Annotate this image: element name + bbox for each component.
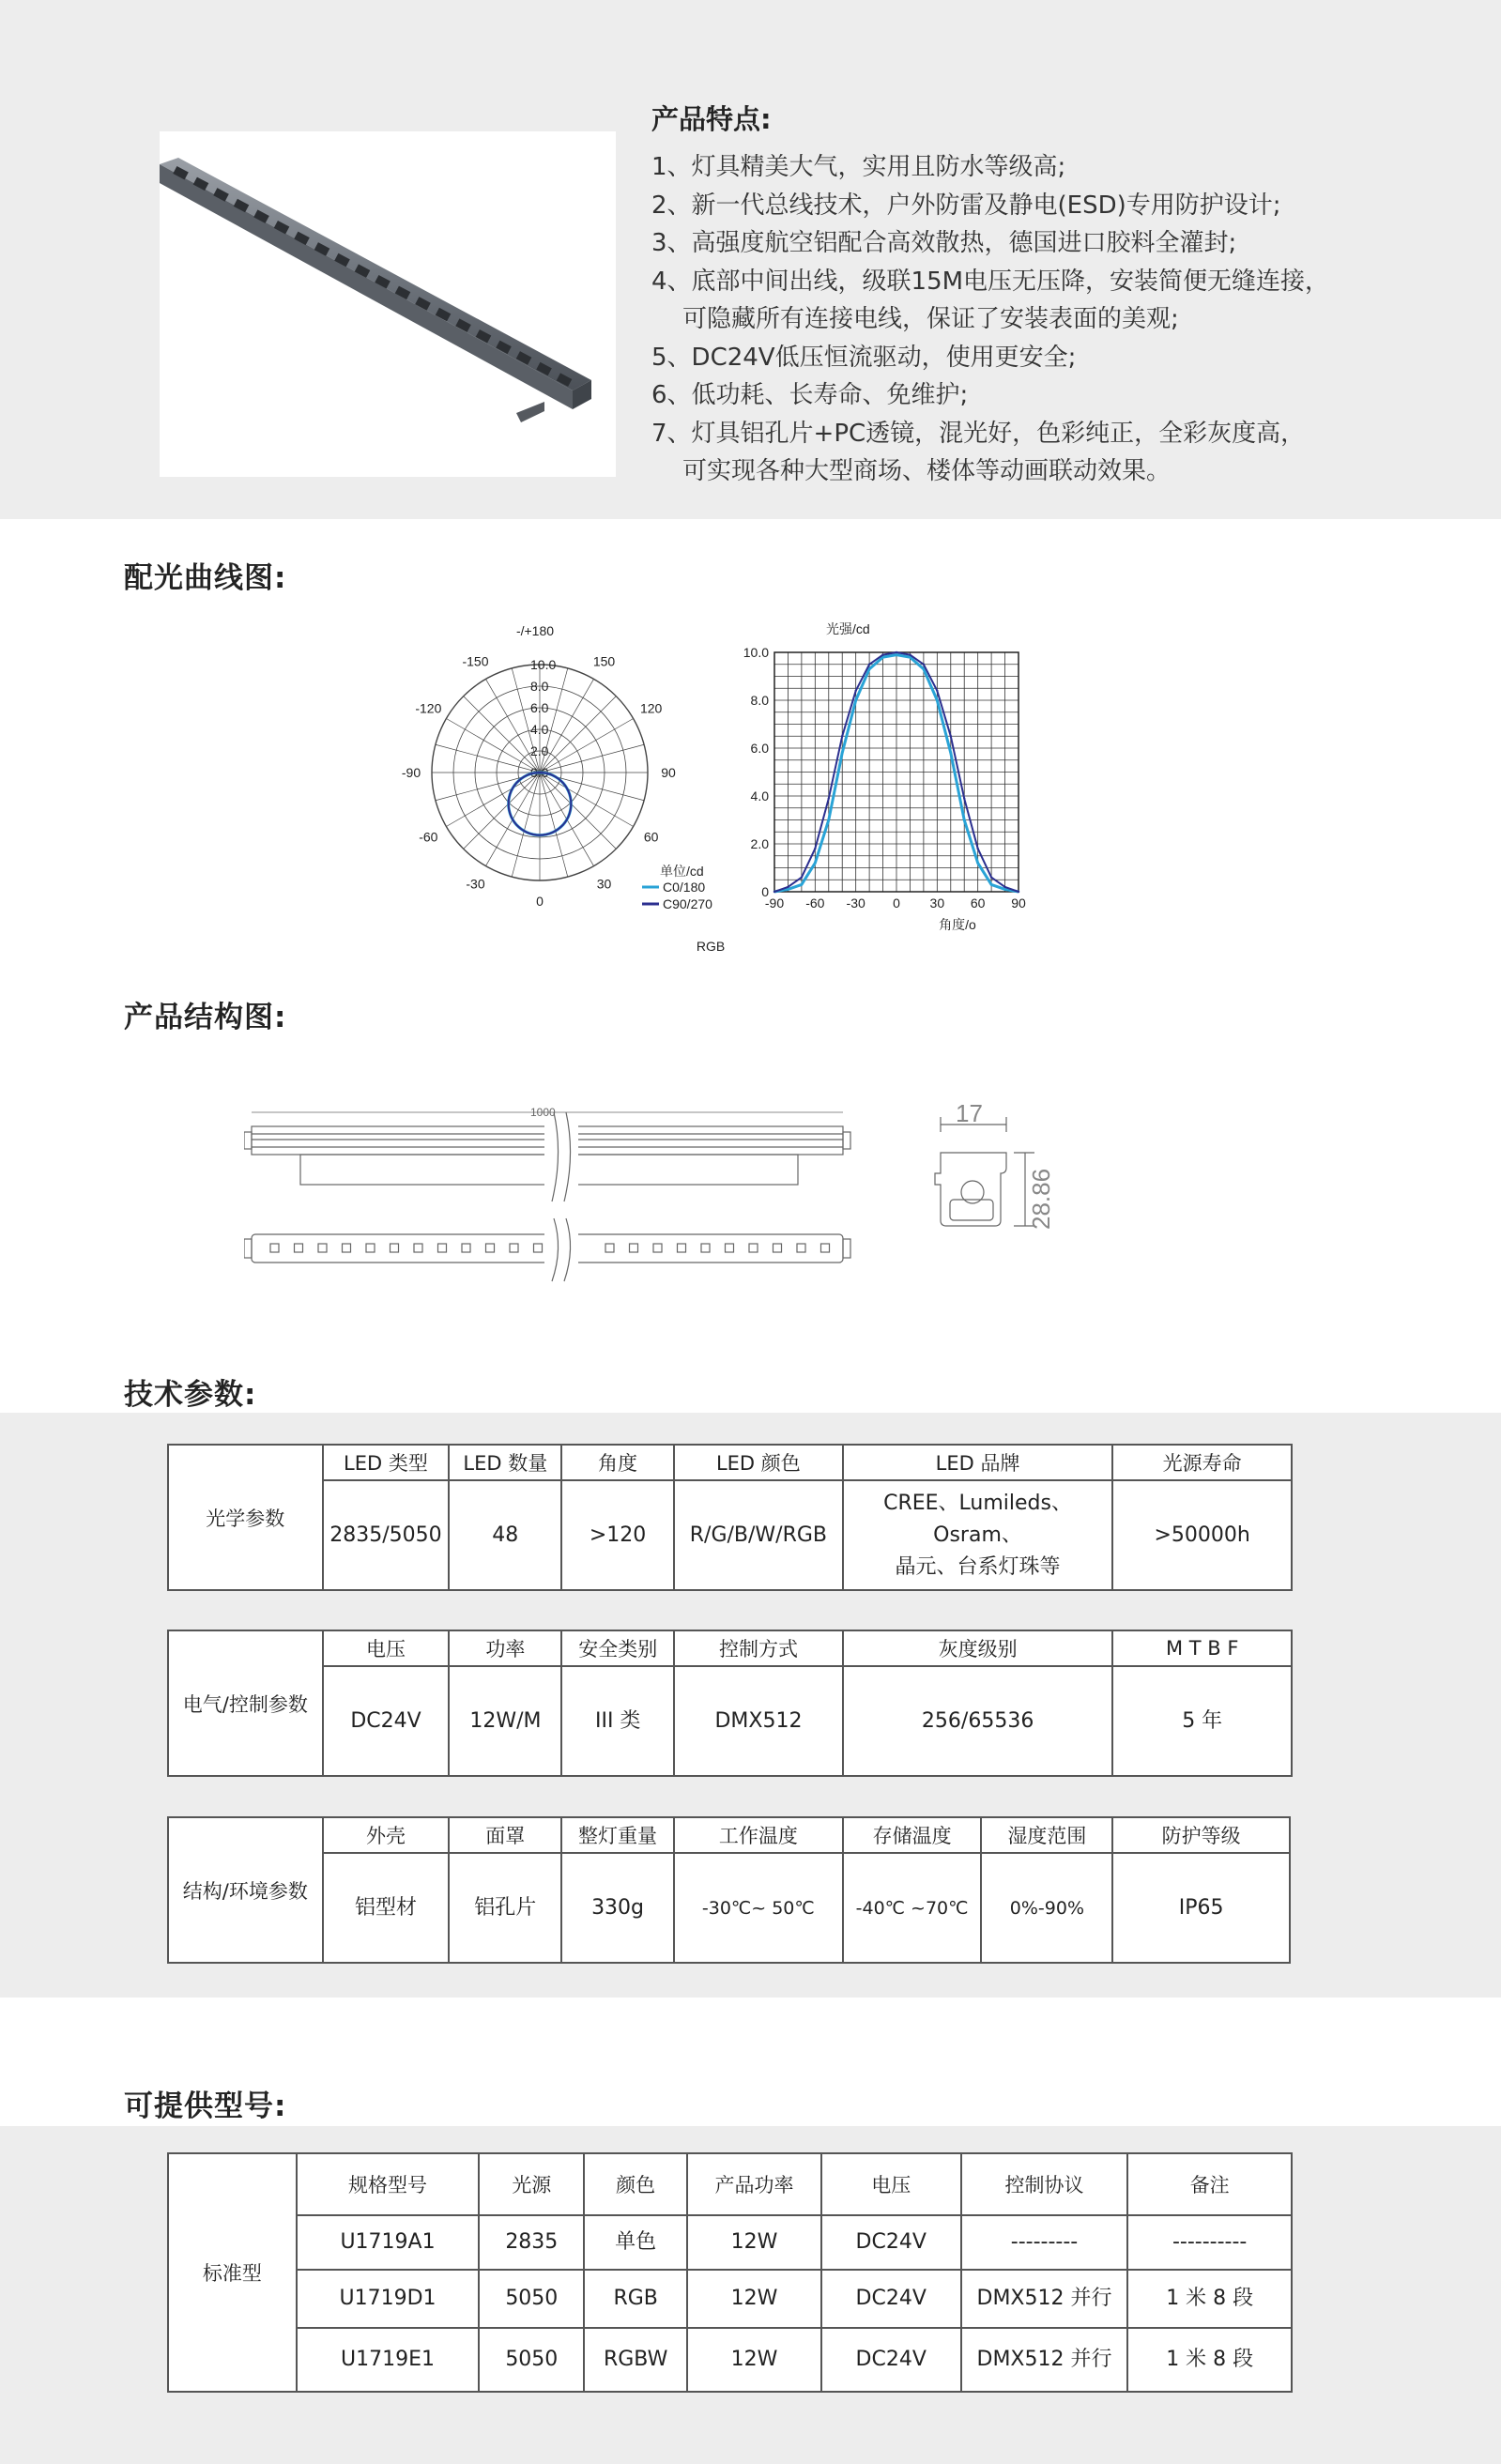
polar-ring-label: 2.0: [530, 743, 549, 758]
table-header: 安全类别: [561, 1630, 674, 1666]
polar-angle-label: 60: [643, 829, 659, 845]
table-header: LED 类型: [323, 1445, 450, 1480]
polar-spoke: [446, 719, 540, 773]
series-point: [787, 888, 789, 890]
table-row: [168, 2270, 1292, 2328]
table-cell: RGB: [584, 2270, 687, 2328]
table-cell: RGBW: [584, 2328, 687, 2392]
table-cell: 12W: [687, 2215, 821, 2270]
y-tick-label: 8.0: [750, 693, 769, 708]
polar-ring-label: 10.0: [530, 657, 557, 672]
series-point: [936, 690, 938, 692]
optical-category: 光学参数: [168, 1445, 323, 1590]
led-square: [821, 1244, 830, 1252]
table-cell: >120: [561, 1480, 674, 1590]
table-cell: U1719A1: [297, 2215, 480, 2270]
feature-item: 可实现各种大型商场、楼体等动画联动效果。: [651, 457, 1172, 485]
table-cell: DC24V: [323, 1666, 450, 1776]
polar-angle-label: -90: [401, 765, 421, 780]
brand-line-2: 晶元、台系灯珠等: [895, 1554, 1061, 1579]
series-point: [936, 699, 938, 701]
polar-angle-label: -150: [462, 653, 489, 669]
polar-spoke: [446, 773, 540, 827]
table-header: 工作温度: [674, 1817, 843, 1853]
table-cell: U1719E1: [297, 2328, 480, 2392]
table-header: 产品功率: [687, 2153, 821, 2215]
models-category: 标准型: [168, 2153, 297, 2392]
polar-ring-label: 8.0: [530, 679, 549, 694]
table-header: 电压: [323, 1630, 450, 1666]
series-point: [881, 653, 883, 655]
series-point: [923, 668, 925, 670]
intensity-chart: [732, 615, 1070, 957]
y-tick-label: 10.0: [743, 645, 769, 660]
length-dimension: 1000: [530, 1106, 556, 1119]
series-point: [976, 862, 978, 864]
series-point: [773, 891, 775, 893]
feature-item: 6、低功耗、长寿命、免维护;: [651, 381, 969, 409]
x-tick-label: 30: [929, 895, 945, 911]
led-square: [726, 1244, 734, 1252]
polar-ring-label: 6.0: [530, 700, 549, 715]
table-cell: 12W: [687, 2328, 821, 2392]
led-square: [678, 1244, 686, 1252]
side-view: [244, 1106, 850, 1201]
polar-caption: RGB: [696, 939, 726, 954]
table-cell: 5 年: [1112, 1666, 1292, 1776]
series-point: [841, 735, 843, 737]
table-cell: 256/65536: [843, 1666, 1113, 1776]
table-cell: -40℃ ~70℃: [843, 1853, 982, 1963]
table-header: M T B F: [1112, 1630, 1292, 1666]
series-point: [963, 819, 965, 820]
structure-drawing: [244, 1098, 1070, 1290]
table-cell: -30℃~ 50℃: [674, 1853, 843, 1963]
table-header: 光源寿命: [1112, 1445, 1292, 1480]
led-square: [366, 1244, 375, 1252]
led-square: [270, 1244, 279, 1252]
series-point: [990, 877, 992, 879]
table-header: 面罩: [449, 1817, 561, 1853]
table-cell: 5050: [479, 2270, 584, 2328]
x-tick-label: -60: [805, 895, 825, 911]
table-cell: ----------: [1127, 2215, 1292, 2270]
led-square: [343, 1244, 351, 1252]
polar-angle-label: -30: [466, 876, 485, 892]
led-square: [295, 1244, 303, 1252]
series-point: [1003, 886, 1005, 888]
table-header: 光源: [479, 2153, 584, 2215]
table-header: 规格型号: [297, 2153, 480, 2215]
table-cell: R/G/B/W/RGB: [674, 1480, 843, 1590]
polar-spoke: [540, 744, 644, 773]
table-header: 角度: [561, 1445, 674, 1480]
feature-item: 2、新一代总线技术，户外防雷及静电(ESD)专用防护设计;: [651, 191, 1281, 220]
feature-item: 3、高强度航空铝配合高效散热，德国进口胶料全灌封;: [651, 229, 1237, 257]
table-header: LED 数量: [449, 1445, 561, 1480]
table-cell: 12W: [687, 2270, 821, 2328]
table-header: 备注: [1127, 2153, 1292, 2215]
table-cell-brand: [843, 1480, 1112, 1590]
table-cell: IP65: [1112, 1853, 1290, 1963]
structure-title: 产品结构图:: [124, 1001, 287, 1034]
led-square: [630, 1244, 638, 1252]
table-header: 控制协议: [961, 2153, 1128, 2215]
table-cell: DC24V: [821, 2215, 961, 2270]
polar-legend-title: 单位/cd: [660, 864, 704, 879]
polar-angle-label: 120: [639, 700, 663, 716]
led-square: [605, 1244, 614, 1252]
x-tick-label: 60: [970, 895, 986, 911]
table-cell: ---------: [961, 2215, 1128, 2270]
led-square: [391, 1244, 399, 1252]
table-cell: 0%-90%: [981, 1853, 1112, 1963]
series-point: [854, 690, 856, 692]
table-header: 灰度级别: [843, 1630, 1113, 1666]
table-cell: 单色: [584, 2215, 687, 2270]
table-header: LED 颜色: [674, 1445, 843, 1480]
polar-top-label: -/+180: [515, 623, 555, 638]
series-point: [854, 699, 856, 701]
y-tick-label: 2.0: [750, 836, 769, 851]
series-point: [787, 886, 789, 888]
series-point: [909, 653, 911, 655]
table-cell: DC24V: [821, 2270, 961, 2328]
product-photo: [160, 131, 616, 477]
polar-spoke: [540, 696, 616, 773]
series-point: [828, 797, 830, 799]
table-cell: 2835/5050: [323, 1480, 450, 1590]
legend-c90-label: C90/270: [663, 896, 712, 911]
table-cell: 5050: [479, 2328, 584, 2392]
feature-item: 4、底部中间出线，级联15M电压无压降，安装简便无缝连接，: [651, 267, 1330, 296]
features-list: [651, 148, 1329, 491]
electrical-category: 电气/控制参数: [168, 1630, 323, 1776]
led-square: [318, 1244, 327, 1252]
led-square: [749, 1244, 758, 1252]
series-point: [868, 668, 870, 670]
series-point: [814, 848, 816, 849]
height-dimension: 28.86: [1027, 1168, 1055, 1230]
table-header: 控制方式: [674, 1630, 843, 1666]
table-header: 电压: [821, 2153, 961, 2215]
table-header: LED 品牌: [843, 1445, 1112, 1480]
table-cell: >50000h: [1112, 1480, 1292, 1590]
polar-spoke: [464, 773, 540, 849]
table-header: 功率: [449, 1630, 561, 1666]
table-cell: 1 米 8 段: [1127, 2328, 1292, 2392]
width-dimension: 17: [956, 1099, 983, 1127]
series-point: [963, 797, 965, 799]
table-header: 外壳: [323, 1817, 450, 1853]
table-row: [168, 2215, 1292, 2270]
series-point: [841, 752, 843, 754]
led-square: [414, 1244, 422, 1252]
polar-angle-label: -60: [419, 829, 438, 845]
polar-spoke: [540, 773, 616, 849]
polar-ring-label: 4.0: [530, 722, 549, 737]
series-point: [868, 664, 870, 666]
polar-angle-label: 150: [592, 653, 616, 669]
table-header: 整灯重量: [561, 1817, 674, 1853]
series-point: [1018, 891, 1019, 893]
environment-table: [167, 1816, 1291, 1964]
table-cell: DC24V: [821, 2328, 961, 2392]
brand-line-1: CREE、Lumileds、Osram、: [883, 1491, 1072, 1547]
table-header: 防护等级: [1112, 1817, 1290, 1853]
led-square: [510, 1244, 518, 1252]
feature-item: 可隐藏所有连接电线，保证了安装表面的美观;: [651, 305, 1179, 333]
table-cell: 1 米 8 段: [1127, 2270, 1292, 2328]
y-tick-label: 0: [761, 884, 769, 899]
table-cell: U1719D1: [297, 2270, 480, 2328]
table-row: [168, 2328, 1292, 2392]
series-point: [1003, 888, 1005, 890]
series-point: [976, 848, 978, 849]
bottom-view: [244, 1216, 850, 1286]
polar-diagram: [375, 620, 732, 961]
environment-category: 结构/环境参数: [168, 1817, 323, 1963]
polar-spoke: [540, 773, 634, 827]
table-cell: 48: [449, 1480, 561, 1590]
polar-spoke: [540, 719, 634, 773]
led-square: [653, 1244, 662, 1252]
led-square: [462, 1244, 470, 1252]
series-point: [801, 877, 803, 879]
x-tick-label: 90: [1011, 895, 1026, 911]
series-point: [801, 883, 803, 885]
light-curve-title: 配光曲线图:: [124, 561, 287, 595]
series-point: [923, 664, 925, 666]
table-cell: 330g: [561, 1853, 674, 1963]
x-tick-label: -90: [764, 895, 785, 911]
polar-spoke: [436, 744, 540, 773]
led-square: [773, 1244, 782, 1252]
table-cell: 铝型材: [323, 1853, 450, 1963]
series-point: [990, 883, 992, 885]
feature-item: 5、DC24V低压恒流驱动，使用更安全;: [651, 343, 1077, 372]
polar-spoke: [464, 696, 540, 773]
polar-angle-label: 90: [661, 765, 676, 780]
feature-item: 1、灯具精美大气，实用且防水等级高;: [651, 153, 1066, 181]
table-header: 颜色: [584, 2153, 687, 2215]
led-square: [701, 1244, 710, 1252]
table-cell: DMX512 并行: [961, 2328, 1128, 2392]
series-point: [814, 862, 816, 864]
table-cell: DMX512 并行: [961, 2270, 1128, 2328]
table-cell: DMX512: [674, 1666, 843, 1776]
cross-section: [935, 1099, 1055, 1230]
legend-c0-label: C0/180: [663, 880, 706, 895]
led-square: [486, 1244, 495, 1252]
polar-angle-label: 0: [536, 894, 544, 909]
optical-table: [167, 1444, 1293, 1591]
table-header: 湿度范围: [981, 1817, 1112, 1853]
table-header: 存储温度: [843, 1817, 982, 1853]
table-cell: 12W/M: [449, 1666, 561, 1776]
chart-title: 光强/cd: [826, 621, 870, 636]
led-square: [438, 1244, 447, 1252]
tech-title: 技术参数:: [124, 1378, 257, 1412]
series-point: [950, 752, 952, 754]
x-tick-label: 0: [893, 895, 900, 911]
polar-angle-label: 30: [596, 876, 612, 892]
led-square: [534, 1244, 543, 1252]
y-tick-label: 6.0: [750, 741, 769, 756]
feature-item: 7、灯具铝孔片+PC透镜，混光好，色彩纯正，全彩灰度高，: [651, 419, 1306, 448]
series-point: [828, 819, 830, 820]
features-title: 产品特点:: [651, 103, 772, 135]
table-cell: III 类: [561, 1666, 674, 1776]
series-point: [896, 653, 897, 655]
led-square: [797, 1244, 805, 1252]
table-cell: 铝孔片: [449, 1853, 561, 1963]
models-title: 可提供型号:: [124, 2089, 287, 2123]
series-point: [896, 651, 897, 653]
y-tick-label: 4.0: [750, 788, 769, 803]
x-axis-label: 角度/o: [939, 917, 976, 932]
electrical-table: [167, 1630, 1293, 1777]
table-cell: 2835: [479, 2215, 584, 2270]
series-point: [950, 735, 952, 737]
polar-angle-label: -120: [415, 700, 442, 716]
polar-ring-label: 0.0: [530, 765, 549, 780]
models-table: [167, 2152, 1293, 2393]
x-tick-label: -30: [846, 895, 865, 911]
